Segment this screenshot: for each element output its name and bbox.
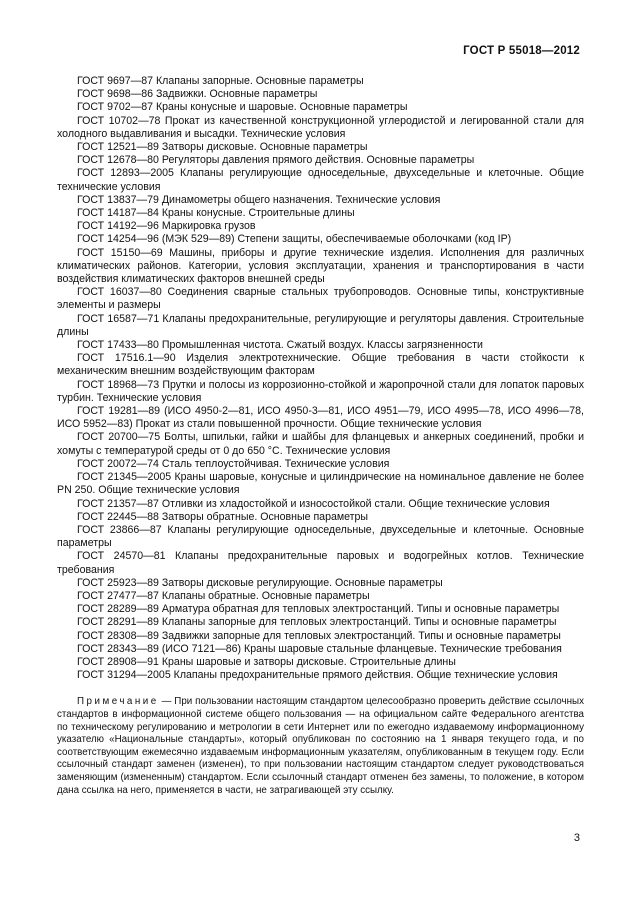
normative-references — [57, 75, 584, 797]
reference-list — [57, 75, 584, 682]
reference-item: ГОСТ 28291—89 Клапаны запорные для тепловых электростанций. Типы и основные параметры — [77, 616, 557, 629]
reference-item: ГОСТ 10702—78 Прокат из качественной конструкционной углеродистой и легированной стали для холодного выдавливания и высадки. Технические условия — [57, 114, 584, 140]
reference-item: ГОСТ 9698—86 Задвижки. Основные параметры — [77, 88, 318, 101]
reference-item: ГОСТ 22445—88 Затворы обратные. Основные параметры — [77, 510, 369, 523]
reference-item: ГОСТ 12678—80 Регуляторы давления прямого действия. Основные параметры — [77, 154, 475, 167]
reference-item: ГОСТ 21357—87 Отливки из хладостойкой и износостойкой стали. Общие технические условия — [77, 497, 550, 510]
note-paragraph — [57, 696, 584, 797]
reference-item: ГОСТ 19281—89 (ИСО 4950-2—81, ИСО 4950-3—81, ИСО 4951—79, ИСО 4995—78, ИСО 4996—78, ИСО 5952—83) Прокат из стали повышенной прочности. Общие технические условия — [57, 405, 584, 431]
reference-item: ГОСТ 16037—80 Соединения сварные стальных трубопроводов. Основные типы, конструктивные элементы и размеры — [57, 286, 584, 312]
reference-item: ГОСТ 25923—89 Затворы дисковые регулирующие. Основные параметры — [77, 576, 443, 589]
reference-item: ГОСТ 28289—89 Арматура обратная для тепловых электростанций. Типы и основные параметры — [77, 603, 560, 616]
reference-item: ГОСТ 23866—87 Клапаны регулирующие односедельные, двухседельные и клеточные. Основные параметры — [57, 523, 584, 550]
reference-item: ГОСТ 24570—81 Клапаны предохранительные паровых и водогрейных котлов. Технические требования — [57, 550, 584, 576]
reference-item: ГОСТ 17516.1—90 Изделия электротехнические. Общие требования в части стойкости к механическим внешним воздействующим факторам — [57, 352, 584, 378]
reference-item: ГОСТ 17433—80 Промышленная чистота. Сжатый воздух. Классы загрязненности — [77, 339, 483, 352]
reference-item: ГОСТ 20072—74 Сталь теплоустойчивая. Технические условия — [77, 457, 390, 470]
reference-item: ГОСТ 28308—89 Задвижки запорные для тепловых электростанций. Типы и основные параметры — [77, 629, 561, 642]
reference-item: ГОСТ 27477—87 Клапаны обратные. Основные параметры — [77, 589, 370, 602]
page-number: 3 — [573, 832, 580, 844]
reference-item: ГОСТ 28908—91 Краны шаровые и затворы дисковые. Строительные длины — [77, 655, 456, 668]
reference-item: ГОСТ 12521—89 Затворы дисковые. Основные параметры — [77, 141, 368, 154]
reference-item: ГОСТ 18968—73 Прутки и полосы из коррозионно-стойкой и жаропрочной стали для лопаток паровых турбин. Технические условия — [57, 378, 584, 404]
reference-item: ГОСТ 14187—84 Краны конусные. Строительные длины — [77, 207, 355, 220]
reference-item: ГОСТ 9702—87 Краны конусные и шаровые. Основные параметры — [77, 101, 408, 114]
reference-item: ГОСТ 21345—2005 Краны шаровые, конусные и цилиндрические на номинальное давление не более PN 250. Общие технические условия — [57, 471, 584, 497]
reference-item: ГОСТ 14254—96 (МЭК 529—89) Степени защиты, обеспечиваемые оболочками (код IP) — [77, 233, 512, 246]
note-text: — При пользовании настоящим стандартом целесообразно проверить действие ссылочных стандартов в информационной системе общего пользования — на официальном сайте Федерального агентства по техническому регулированию и метрологии в сети Интернет или по ежегодно издаваемому информационному указателю «Национальные стандарты», который опубликован по состоянию на 1 января текущего года, и по соответствующим ежемесячно издаваемым информационным указателям, опубликованным в текущем году. Если ссылочный стандарт заменен (изменен), то при пользовании настоящим стандартом следует руководствоваться заменяющим (измененным) стандартом. Если ссылочный стандарт отменен без замены, то положение, в котором дана ссылка на него, применяется в части, не затрагивающей эту ссылку. — [57, 696, 584, 796]
reference-item: ГОСТ 12893—2005 Клапаны регулирующие односедельные, двухседельные и клеточные. Общие технические условия — [57, 167, 584, 193]
reference-item: ГОСТ 20700—75 Болты, шпильки, гайки и шайбы для фланцевых и анкерных соединений, пробки и хомуты с температурой среды от 0 до 650 °С. Технические условия — [57, 431, 584, 457]
document-header: ГОСТ Р 55018—2012 — [463, 45, 580, 57]
reference-item: ГОСТ 28343—89 (ИСО 7121—86) Краны шаровые стальные фланцевые. Технические требования — [77, 642, 562, 655]
note-label: Примечание — [77, 696, 159, 708]
reference-item: ГОСТ 31294—2005 Клапаны предохранительные прямого действия. Общие технические условия — [77, 669, 558, 682]
reference-item: ГОСТ 13837—79 Динамометры общего назначения. Технические условия — [77, 193, 441, 206]
reference-item: ГОСТ 16587—71 Клапаны предохранительные, регулирующие и регуляторы давления. Строительные длины — [57, 312, 584, 338]
reference-item: ГОСТ 9697—87 Клапаны запорные. Основные параметры — [77, 75, 364, 87]
reference-item: ГОСТ 14192—96 Маркировка грузов — [77, 220, 256, 233]
reference-item: ГОСТ 15150—69 Машины, приборы и другие технические изделия. Исполнения для различных климатических районов. Категории, условия эксплуатации, хранения и транспортирования в части воздействия климатических факторов внешней среды — [57, 246, 584, 286]
